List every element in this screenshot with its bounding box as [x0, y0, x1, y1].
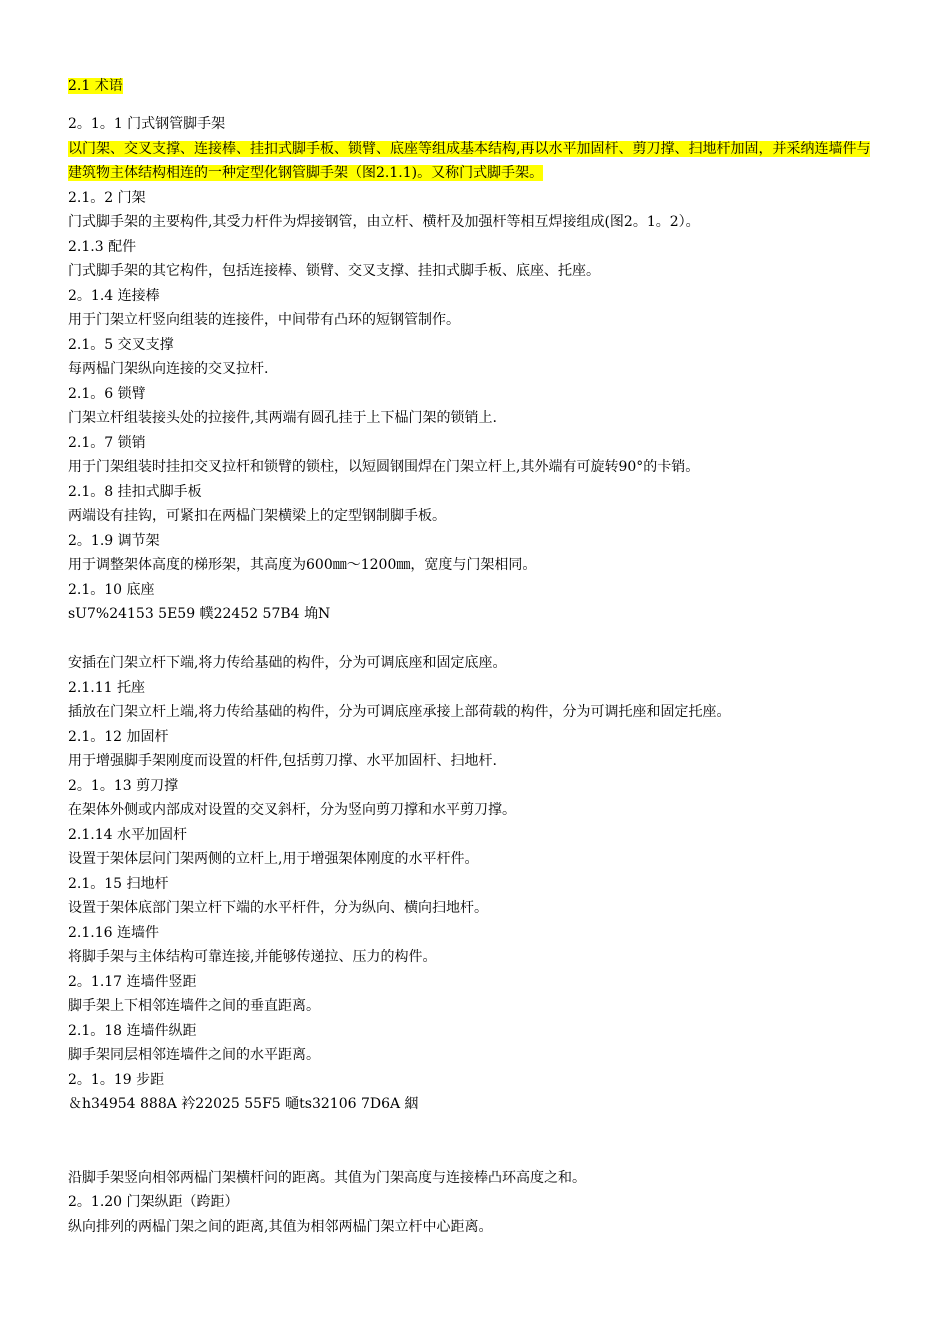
definition-text: 脚手架上下相邻连墙件之间的垂直距离。	[68, 998, 320, 1014]
definition-text: 用于增强脚手架刚度而设置的杆件,包括剪刀撑、水平加固杆、扫地杆.	[68, 753, 497, 769]
definition-text: 在架体外侧或内部成对设置的交叉斜杆，分为竖向剪刀撑和水平剪刀撑。	[68, 802, 516, 818]
term-title: 2.1.16 连墙件	[68, 924, 159, 941]
garbled-text: sU7%24153 5E59 幞22452 57B4 埆N	[68, 606, 331, 622]
term-title: 2.1.11 托座	[68, 679, 145, 696]
definition-text: 纵向排列的两榀门架之间的距离,其值为相邻两榀门架立杆中心距离。	[68, 1218, 493, 1235]
definition-text: 两端设有挂钩，可紧扣在两榀门架横梁上的定型钢制脚手板。	[68, 508, 446, 524]
definition-text: 设置于架体层问门架两侧的立杆上,用于增强架体刚度的水平杆件。	[68, 851, 479, 867]
definition-text: 每两榀门架纵向连接的交叉拉杆.	[68, 361, 269, 377]
section-heading-text: 2.1 术语	[68, 78, 123, 94]
document-body	[68, 112, 898, 1239]
term-title: 2。1.9 调节架	[68, 532, 160, 549]
term-title: 2.1。15 扫地杆	[68, 875, 169, 892]
highlighted-definition	[68, 137, 884, 186]
term-title: 2。1.4 连接棒	[68, 287, 160, 304]
definition-text: 安插在门架立杆下端,将力传给基础的构件，分为可调底座和固定底座。	[68, 655, 507, 671]
term-title: 2。1。13 剪刀撑	[68, 777, 179, 794]
term-title: 2.1。8 挂扣式脚手板	[68, 483, 202, 500]
definition-text: 插放在门架立杆上端,将力传给基础的构件，分为可调底座承接上部荷载的构件，分为可调托座和固定托座。	[68, 704, 731, 720]
definition-text: 设置于架体底部门架立杆下端的水平杆件，分为纵向、横向扫地杆。	[68, 900, 488, 916]
definition-text: 用于门架组装时挂扣交叉拉杆和锁臂的锁柱，以短圆钢围焊在门架立杆上,其外端有可旋转90°的卡销。	[68, 459, 700, 475]
garbled-text: ＆h34954 888A 衿22025 55F5 嗵ts32106 7D6A 絪	[68, 1096, 419, 1112]
definition-text: 脚手架同层相邻连墙件之间的水平距离。	[68, 1047, 320, 1063]
section-heading	[68, 76, 123, 96]
definition-text: 用于门架立杆竖向组装的连接件，中间带有凸环的短钢管制作。	[68, 312, 460, 328]
term-title: 2.1。5 交叉支撑	[68, 336, 174, 353]
term-title: 2。1.17 连墙件竖距	[68, 973, 197, 990]
definition-text: 将脚手架与主体结构可靠连接,并能够传递拉、压力的构件。	[68, 949, 437, 965]
term-title: 2。1。19 步距	[68, 1071, 165, 1088]
term-title: 2.1。6 锁臂	[68, 385, 146, 402]
term-title: 2.1。7 锁销	[68, 434, 146, 451]
blank-line	[68, 627, 898, 652]
highlighted-definition-text: 以门架、交叉支撑、连接棒、挂扣式脚手板、锁臂、底座等组成基本结构,再以水平加固杆、剪刀撑、扫地杆加固，并采纳连墙件与建筑物主体结构相连的一种定型化钢管脚手架（图2.1.1)。又称门式脚手架。	[68, 140, 871, 181]
term-title: 2.1。10 底座	[68, 581, 155, 598]
term-title: 2.1。18 连墙件纵距	[68, 1022, 197, 1039]
term-title: 2。1。1 门式钢管脚手架	[68, 116, 226, 132]
term-title: 2。1.20 门架纵距（跨距）	[68, 1194, 239, 1210]
term-title: 2.1.14 水平加固杆	[68, 826, 187, 843]
blank-line	[68, 1141, 898, 1166]
term-title: 2.1。2 门架	[68, 189, 146, 206]
definition-text: 门式脚手架的主要构件,其受力杆件为焊接钢管，由立杆、横杆及加强杆等相互焊接组成(图2。1。2）。	[68, 214, 700, 230]
term-title: 2.1.3 配件	[68, 238, 137, 255]
term-title: 2.1。12 加固杆	[68, 728, 169, 745]
definition-text: 门架立杆组装接头处的拉接件,其两端有圆孔挂于上下榀门架的锁销上.	[68, 410, 497, 426]
definition-text: 沿脚手架竖向相邻两榀门架横杆问的距离。其值为门架高度与连接棒凸环高度之和。	[68, 1169, 586, 1186]
blank-line	[68, 1117, 898, 1142]
definition-text: 门式脚手架的其它构件，包括连接棒、锁臂、交叉支撑、挂扣式脚手板、底座、托座。	[68, 263, 600, 279]
definition-text: 用于调整架体高度的梯形架，其高度为600㎜～1200㎜，宽度与门架相同。	[68, 557, 537, 573]
